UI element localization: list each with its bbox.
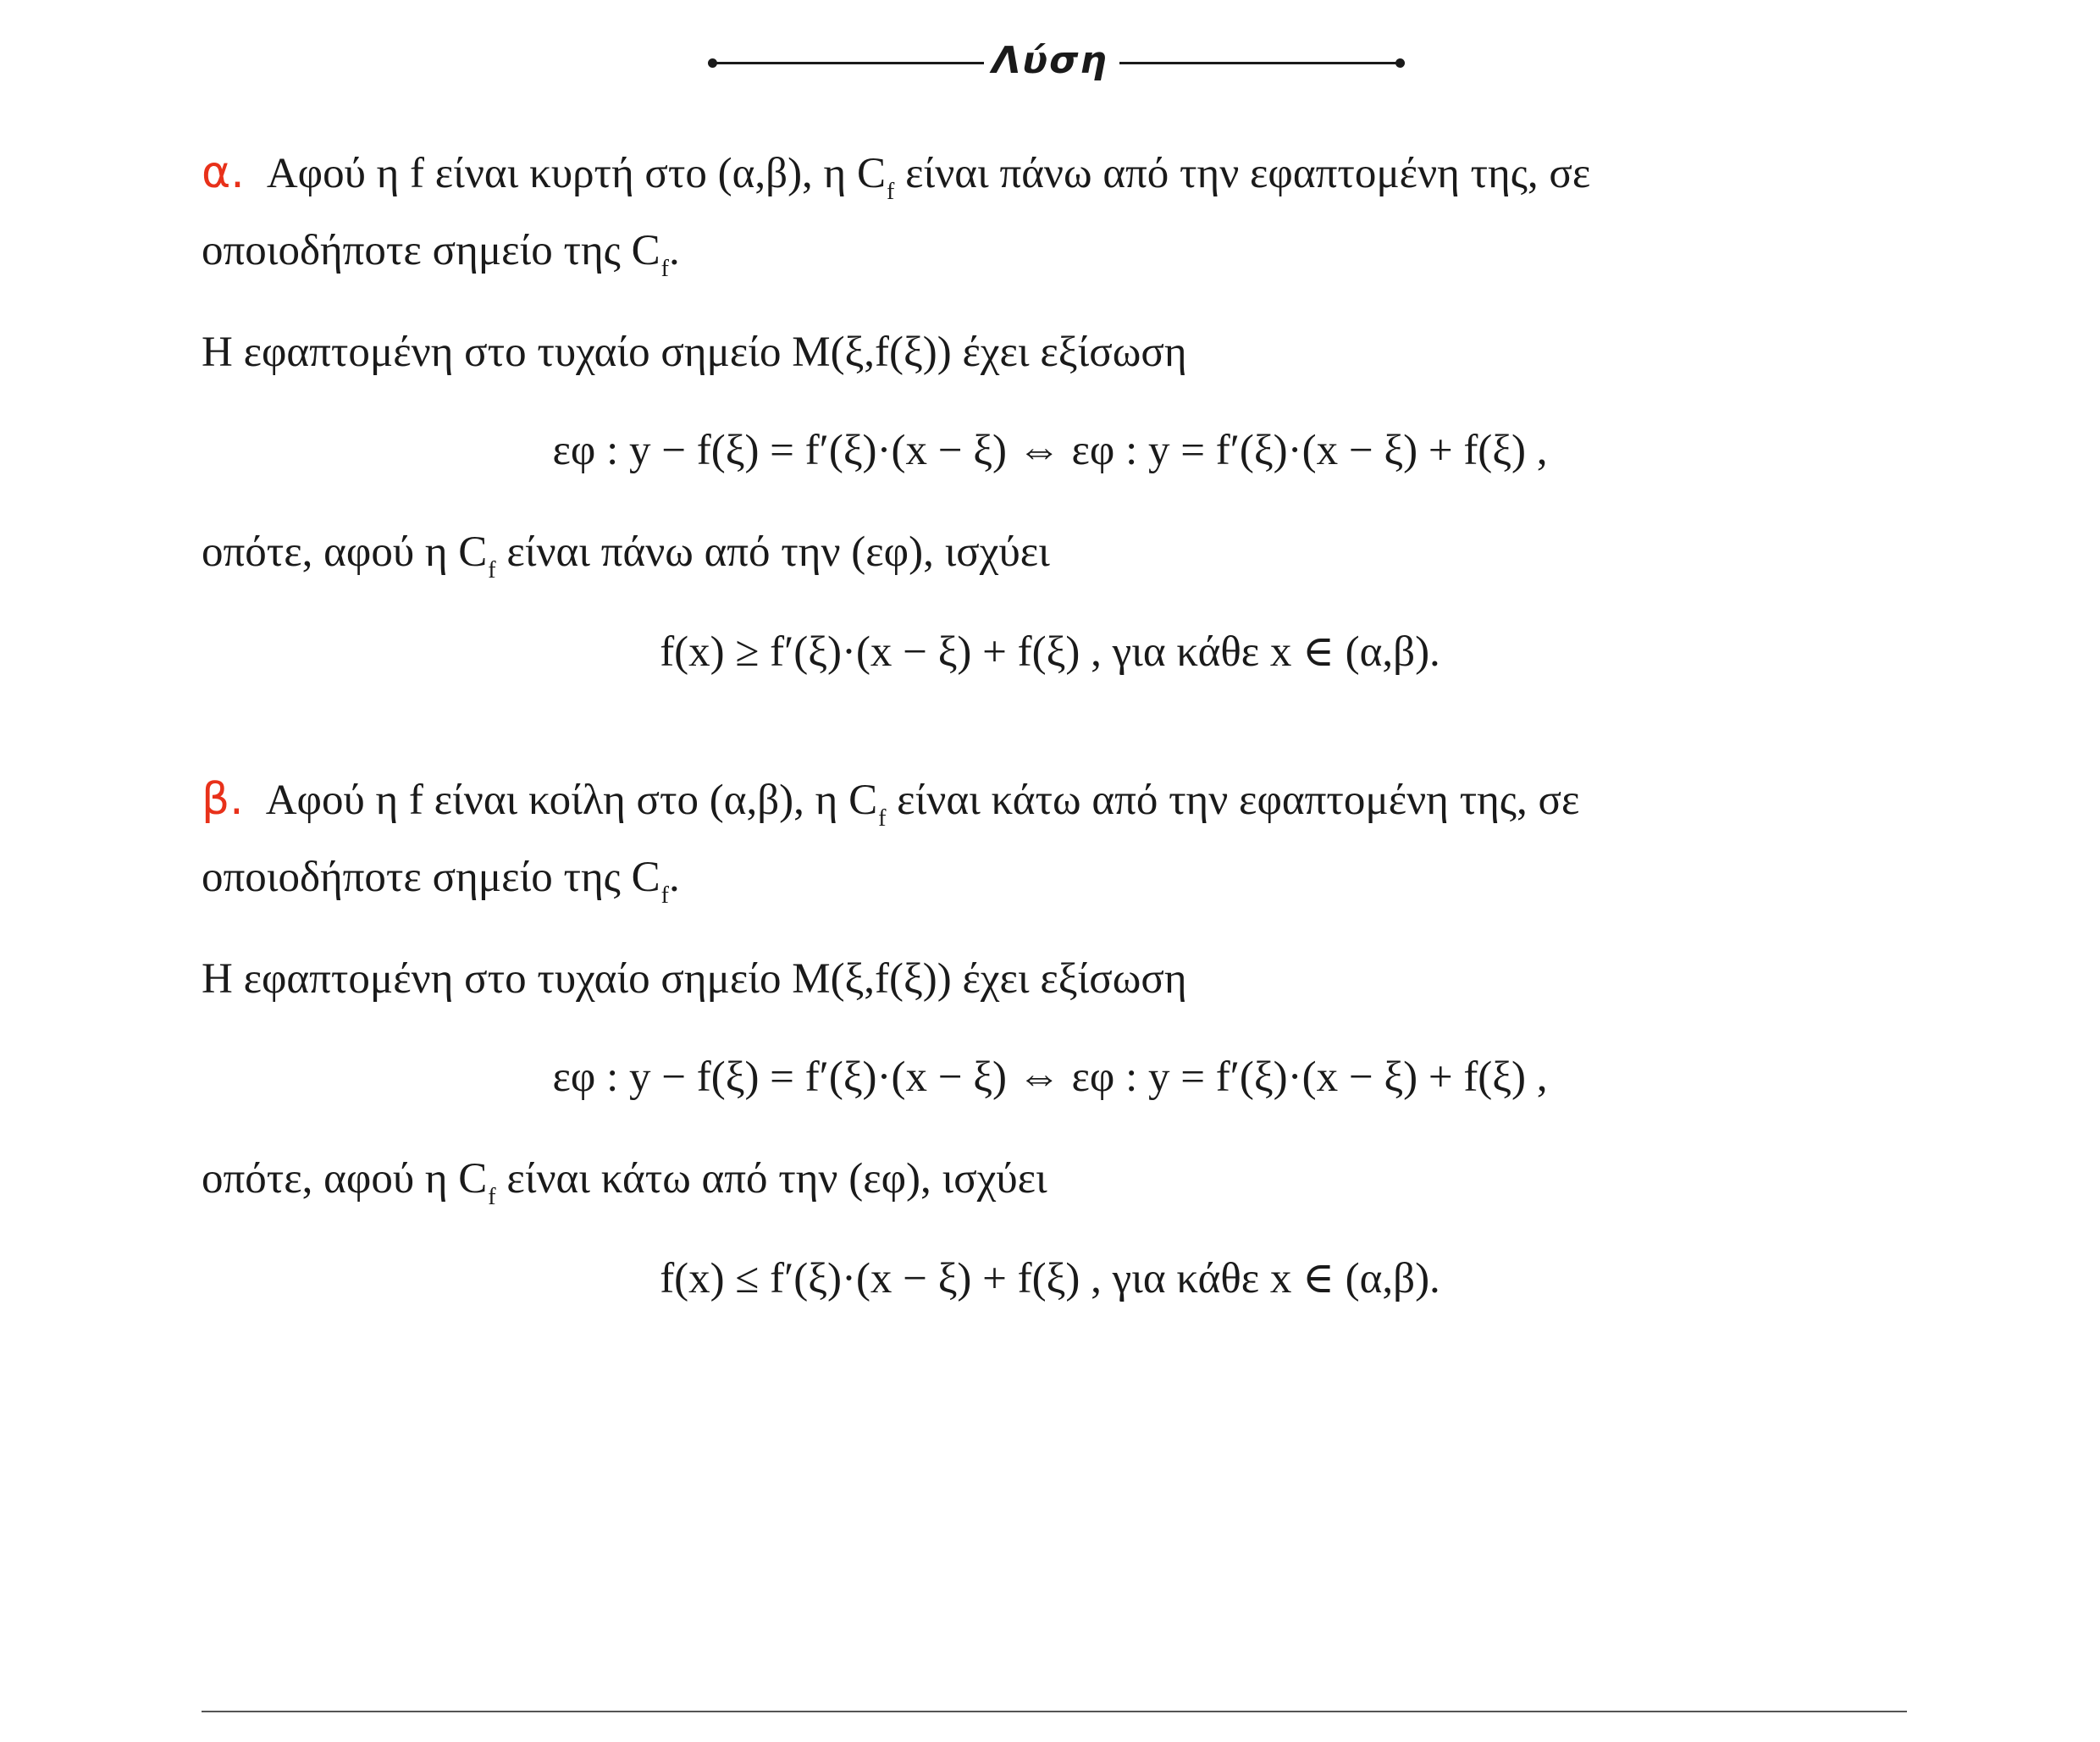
header-left-rule: [713, 62, 984, 64]
part-a-line-1: [202, 139, 1590, 226]
part-a-equation-2: [0, 618, 2100, 686]
part-b-equation-1: [0, 1043, 2100, 1111]
part-a-sub-4: f: [488, 557, 496, 583]
part-a-text-4: οπότε, αφού η C: [202, 528, 488, 576]
part-b-text-4: οπότε, αφού η C: [202, 1155, 488, 1203]
part-a-sub-1: f: [887, 179, 895, 205]
part-b-eq-1: εφ : y − f(ξ) = f′(ξ)·(x − ξ) ⇔ εφ : y = f′(ξ)·(x − ξ) + f(ξ) ,: [552, 1053, 1548, 1101]
part-a-eq-2: f(x) ≥ f′(ξ)·(x − ξ) + f(ξ) , για κάθε x ∈ (α,β).: [660, 628, 1440, 676]
part-b-text-3: Η εφαπτομένη στο τυχαίο σημείο Μ(ξ,f(ξ)) έχει εξίσωση: [202, 955, 1187, 1003]
part-b-text-1-end: είναι κάτω από την εφαπτομένη της, σε: [886, 777, 1580, 824]
part-a-line-2: [202, 217, 680, 303]
part-a-line-4: [202, 518, 1050, 605]
part-a-line-3: [202, 318, 1187, 386]
part-b-line-1: [202, 766, 1579, 853]
part-a-equation-1: [0, 417, 2100, 484]
part-a-text-3: Η εφαπτομένη στο τυχαίο σημείο Μ(ξ,f(ξ)) έχει εξίσωση: [202, 329, 1187, 376]
part-a-label: α.: [202, 147, 245, 198]
part-b-text-1: Αφού η f είναι κοίλη στο (α,β), η C: [265, 777, 878, 824]
part-b-label: β.: [202, 774, 244, 825]
footer-divider: [202, 1711, 1907, 1712]
part-b-line-2: [202, 843, 680, 930]
header-right-dot: [1395, 58, 1405, 68]
part-b-text-2: οποιοδήποτε σημείο της C: [202, 854, 660, 901]
part-b-sub-4: f: [488, 1184, 496, 1210]
part-b-line-3: [202, 945, 1187, 1013]
part-b-text-4-end: είναι κάτω από την (εφ), ισχύει: [495, 1155, 1047, 1203]
part-b-eq-2: f(x) ≤ f′(ξ)·(x − ξ) + f(ξ) , για κάθε x ∈ (α,β).: [660, 1255, 1440, 1302]
part-b-equation-2: [0, 1245, 2100, 1313]
part-b-sub-1: f: [878, 805, 887, 832]
part-b-text-2-end: .: [668, 854, 680, 901]
part-a-text-2: οποιοδήποτε σημείο της C: [202, 227, 660, 274]
part-b-sub-2: f: [660, 882, 669, 909]
part-a-text-1-end: είναι πάνω από την εφαπτομένη της, σε: [894, 150, 1591, 197]
part-a-text-2-end: .: [668, 227, 680, 274]
part-a-eq-1: εφ : y − f(ξ) = f′(ξ)·(x − ξ) ⇔ εφ : y = f′(ξ)·(x − ξ) + f(ξ) ,: [552, 427, 1548, 474]
solution-title: Λύση: [992, 39, 1108, 82]
part-a-text-4-end: είναι πάνω από την (εφ), ισχύει: [495, 528, 1050, 576]
part-a-sub-2: f: [660, 256, 669, 282]
part-a-text-1: Αφού η f είναι κυρτή στο (α,β), η C: [266, 150, 886, 197]
header-right-rule: [1119, 62, 1401, 64]
part-b-line-4: [202, 1145, 1047, 1231]
solution-header: [0, 36, 2100, 86]
